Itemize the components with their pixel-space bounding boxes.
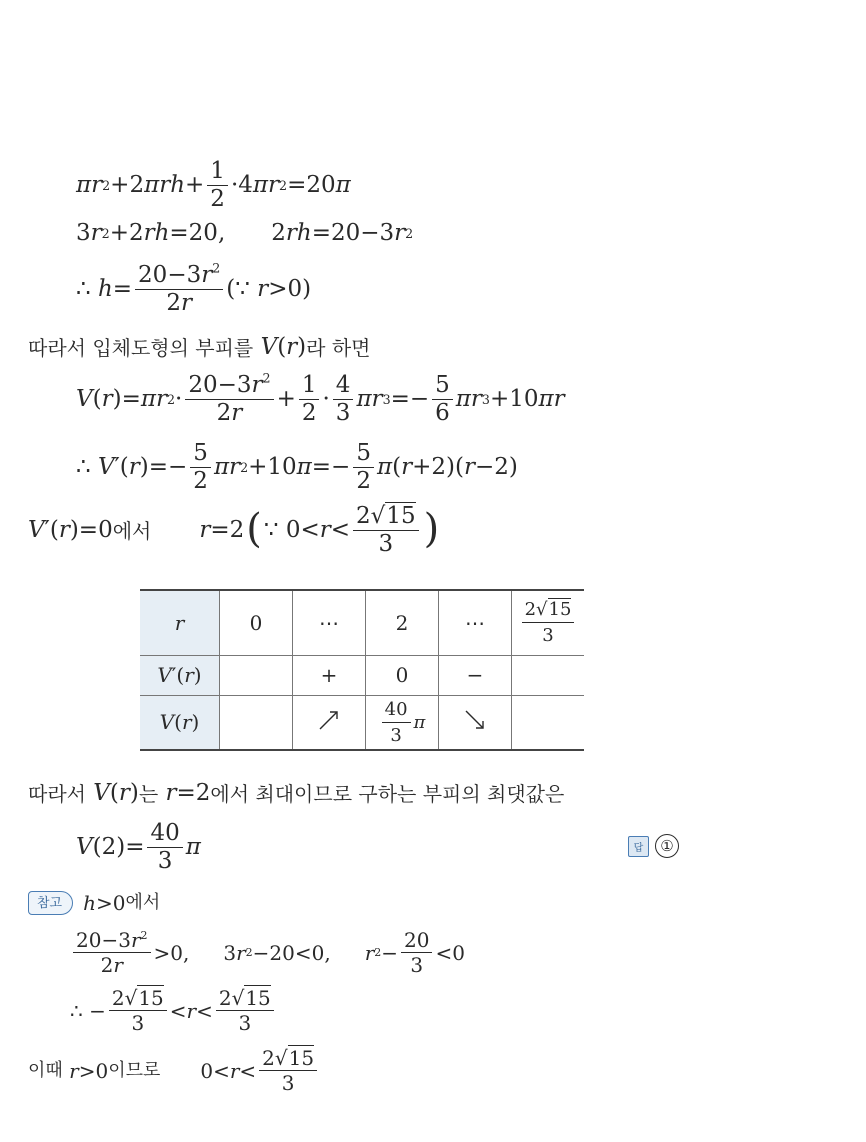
note-final-b: 이므로: [108, 1059, 161, 1081]
decreasing-arrow-icon: [439, 695, 512, 750]
table-cell-max: $\frac{40}{3}$ π: [366, 695, 439, 750]
text-conclusion: 따라서 V ( r ) 는 r =2 에서 최대이므로 구하는 부피의 최댓값은: [28, 780, 565, 806]
note-final-range: 이때 r >0 이므로 0< r < $\frac{2√15}{3}$: [28, 1048, 320, 1093]
note-final-a: 이때: [28, 1059, 63, 1081]
text-conclusion-c: 에서 최대이므로 구하는 부피의 최댓값은: [210, 781, 565, 806]
text-volume-def: 따라서 입체도형의 부피를 V ( r ) 라 하면: [28, 334, 371, 360]
note-condition-label: 에서: [125, 892, 161, 913]
text-conclusion-b: 는: [138, 781, 159, 806]
equation-volume: V ( r )= πr 2 · $\frac{20-3r^2}{2r}$ + $\frac{1}{2}$ · $\frac{4}{3}$ πr 3 =− $\frac{5}{6}$ πr 3 +10 πr: [76, 370, 565, 426]
variation-table: [140, 589, 584, 751]
equation-max-value: V (2)= $\frac{40}{3}$ π: [76, 820, 201, 874]
table-header-2: 2: [366, 590, 439, 655]
table-cell: [220, 695, 293, 750]
note-inequalities: $\frac{20-3r^2}{2r}$ >0, 3 r 2 −20<0, r 2 − $\frac{20}{3}$ <0: [70, 930, 465, 975]
table-cell: [512, 655, 585, 695]
table-cell-plus: +: [293, 655, 366, 695]
table-cell: [220, 655, 293, 695]
table-header-dots2: ⋯: [439, 590, 512, 655]
note-tag: 참고: [28, 891, 73, 915]
equation-h: ∴ h = $\frac{20-3r^2}{2r}$ (∵ r >0): [76, 260, 312, 316]
table-header-dots1: ⋯: [293, 590, 366, 655]
table-label-vprime: V′(r): [140, 655, 220, 695]
answer-label: 답: [628, 836, 649, 857]
table-header-end: $\frac{2√15}{3}$: [512, 590, 585, 655]
text-conclusion-a: 따라서: [28, 781, 86, 806]
answer-number: ①: [655, 834, 679, 858]
table-header-0: 0: [220, 590, 293, 655]
table-cell: [512, 695, 585, 750]
text-volume-def-suffix: 라 하면: [306, 335, 371, 360]
table-cell-minus: −: [439, 655, 512, 695]
text-critical-point-label: 에서: [112, 518, 152, 543]
note-condition: 참고 h >0 에서: [28, 891, 160, 915]
increasing-arrow-icon: [293, 695, 366, 750]
table-header-r: r: [140, 590, 220, 655]
note-range: ∴ − $\frac{2√15}{3}$ < r < $\frac{2√15}{3}$: [70, 988, 277, 1033]
equation-derivative: ∴ V ′( r )=− $\frac{5}{2}$ πr 2 +10 π =− $\frac{5}{2}$ π ( r +2)( r −2): [76, 440, 518, 494]
table-cell-zero: 0: [366, 655, 439, 695]
equation-simplified: 3 r 2 +2 rh =20, 2 rh =20−3 r 2: [76, 220, 414, 246]
text-volume-def-label: 따라서 입체도형의 부피를: [28, 335, 254, 360]
equation-critical-point: V ′( r )=0 에서 r =2 ( ∵ 0< r < $\frac{2√15}{3}$ ): [28, 503, 440, 557]
equation-surface-area: πr 2 +2 πrh + $\frac{1}{2}$ ·4 πr 2 =20 π: [76, 158, 351, 212]
table-label-v: V(r): [140, 695, 220, 750]
answer-marker: [628, 834, 679, 858]
